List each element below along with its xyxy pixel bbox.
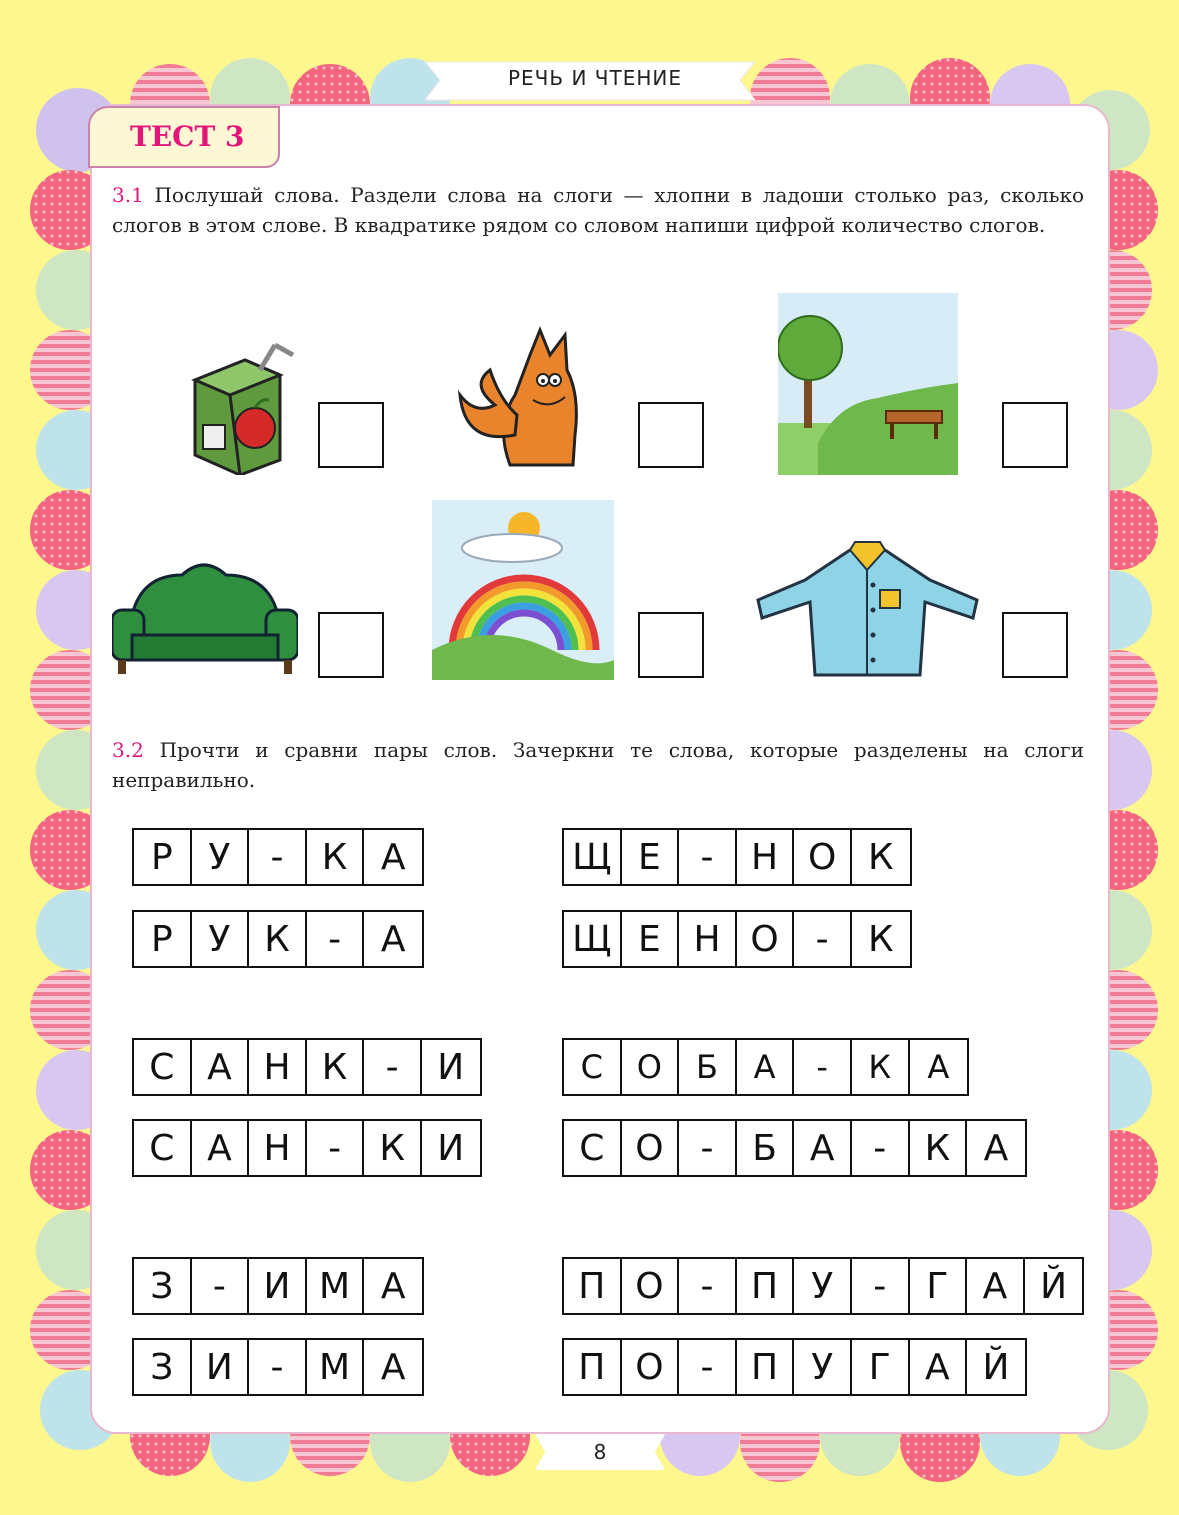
letter-cell: А (737, 1040, 795, 1094)
letter-cell: Р (134, 830, 192, 884)
test-title: ТЕСТ 3 (130, 120, 245, 153)
letter-cell: К (852, 1040, 910, 1094)
letter-cell: Г (852, 1340, 910, 1394)
letter-cell: З (134, 1340, 192, 1394)
letter-cell: Н (249, 1121, 307, 1175)
section-title: РЕЧЬ И ЧТЕНИЕ (507, 66, 682, 90)
letter-cell: А (380, 1346, 406, 1388)
letter-cell: С (134, 1040, 192, 1094)
task-3-2-instructions (112, 735, 1084, 795)
letter-cell: - (794, 1040, 852, 1094)
letter-cell: Щ (564, 830, 622, 884)
letter-cell: Б (679, 1040, 737, 1094)
answer-box-sofa[interactable] (318, 612, 384, 678)
letter-cell: А (380, 918, 406, 960)
letter-cell: И (249, 1259, 307, 1313)
letter-cell: - (307, 1121, 365, 1175)
letter-cell: У (794, 1340, 852, 1394)
answer-box-fox[interactable] (638, 402, 704, 468)
word-grid-zima-b[interactable] (132, 1338, 424, 1396)
word-grid-sobaka-b[interactable] (562, 1119, 1027, 1177)
word-grid-shchenok-a[interactable] (562, 828, 912, 886)
letter-cell: - (794, 912, 852, 966)
letter-cell: - (852, 1121, 910, 1175)
letter-cell: - (852, 1259, 910, 1313)
park-picture (778, 293, 958, 475)
letter-cell: - (679, 1121, 737, 1175)
task-3-1-instructions (112, 180, 1084, 240)
letter-cell: М (307, 1259, 365, 1313)
letter-cell: У (192, 830, 250, 884)
letter-cell: - (192, 1259, 250, 1313)
letter-cell: О (622, 1340, 680, 1394)
word-grid-zima-a[interactable] (132, 1257, 424, 1315)
letter-cell: Б (737, 1121, 795, 1175)
letter-cell: М (307, 1340, 365, 1394)
letter-cell: А (192, 1040, 250, 1094)
answer-box-juice[interactable] (318, 402, 384, 468)
letter-cell: Н (737, 830, 795, 884)
letter-cell: О (737, 912, 795, 966)
letter-cell: Й (1040, 1265, 1068, 1307)
answer-box-shirt[interactable] (1002, 612, 1068, 678)
letter-cell: П (564, 1259, 622, 1313)
letter-cell: Е (622, 830, 680, 884)
word-grid-sanki-a[interactable] (132, 1038, 482, 1096)
letter-cell: Й (982, 1346, 1010, 1388)
letter-cell: Щ (564, 912, 622, 966)
answer-box-park[interactable] (1002, 402, 1068, 468)
letter-cell: И (437, 1046, 465, 1088)
letter-cell: Н (679, 912, 737, 966)
letter-cell: К (307, 1040, 365, 1094)
juice-box-picture (185, 340, 305, 475)
letter-cell: О (622, 1121, 680, 1175)
task-3-1-number: 3.1 (112, 183, 144, 207)
letter-cell: А (192, 1121, 250, 1175)
letter-cell: С (564, 1040, 622, 1094)
letter-cell: К (910, 1121, 968, 1175)
letter-cell: - (679, 1340, 737, 1394)
letter-cell: - (307, 912, 365, 966)
rainbow-picture (432, 500, 614, 680)
page-number: 8 (593, 1440, 607, 1464)
word-grid-ruka-a[interactable] (132, 828, 424, 886)
letter-cell: - (364, 1040, 422, 1094)
letter-cell: П (737, 1259, 795, 1313)
letter-cell: А (983, 1127, 1009, 1169)
letter-cell: У (192, 912, 250, 966)
task-3-2-number: 3.2 (112, 738, 144, 762)
word-grid-sanki-b[interactable] (132, 1119, 482, 1177)
letter-cell: Н (249, 1040, 307, 1094)
letter-cell: К (867, 918, 894, 960)
letter-cell: - (679, 830, 737, 884)
letter-cell: И (437, 1127, 465, 1169)
letter-cell: К (364, 1121, 422, 1175)
letter-cell: С (564, 1121, 622, 1175)
letter-cell: Г (910, 1259, 968, 1313)
letter-cell: О (622, 1040, 680, 1094)
letter-cell: К (867, 836, 894, 878)
letter-cell: П (737, 1340, 795, 1394)
word-grid-shchenok-b[interactable] (562, 910, 912, 968)
letter-cell: А (967, 1259, 1025, 1313)
letter-cell: Р (134, 912, 192, 966)
word-grid-popugay-b[interactable] (562, 1338, 1027, 1396)
word-grid-sobaka-a[interactable] (562, 1038, 969, 1096)
task-3-1-text: Послушай слова. Раздели слова на слоги — хлопни в ладоши столько раз, сколько слогов в этом слове. В квадратике рядом со словом напиши цифрой количество слогов. (112, 183, 1085, 237)
word-grid-ruka-b[interactable] (132, 910, 424, 968)
letter-cell: У (794, 1259, 852, 1313)
shirt-picture (755, 540, 980, 680)
letter-cell: А (380, 1265, 406, 1307)
letter-cell: - (679, 1259, 737, 1313)
task-3-2-text: Прочти и сравни пары слов. Зачеркни те слова, которые разделены на слоги неправильно. (112, 738, 1084, 792)
letter-cell: А (927, 1048, 950, 1086)
letter-cell: А (380, 836, 406, 878)
letter-cell: С (134, 1121, 192, 1175)
word-grid-popugay-a[interactable] (562, 1257, 1084, 1315)
sofa-picture (112, 555, 298, 680)
letter-cell: Е (622, 912, 680, 966)
letter-cell: К (249, 912, 307, 966)
letter-cell: А (910, 1340, 968, 1394)
fox-picture (455, 325, 595, 470)
letter-cell: З (134, 1259, 192, 1313)
answer-box-rainbow[interactable] (638, 612, 704, 678)
letter-cell: О (622, 1259, 680, 1313)
letter-cell: П (564, 1340, 622, 1394)
letter-cell: А (794, 1121, 852, 1175)
letter-cell: О (794, 830, 852, 884)
letter-cell: - (249, 1340, 307, 1394)
letter-cell: К (307, 830, 365, 884)
letter-cell: - (249, 830, 307, 884)
letter-cell: И (192, 1340, 250, 1394)
